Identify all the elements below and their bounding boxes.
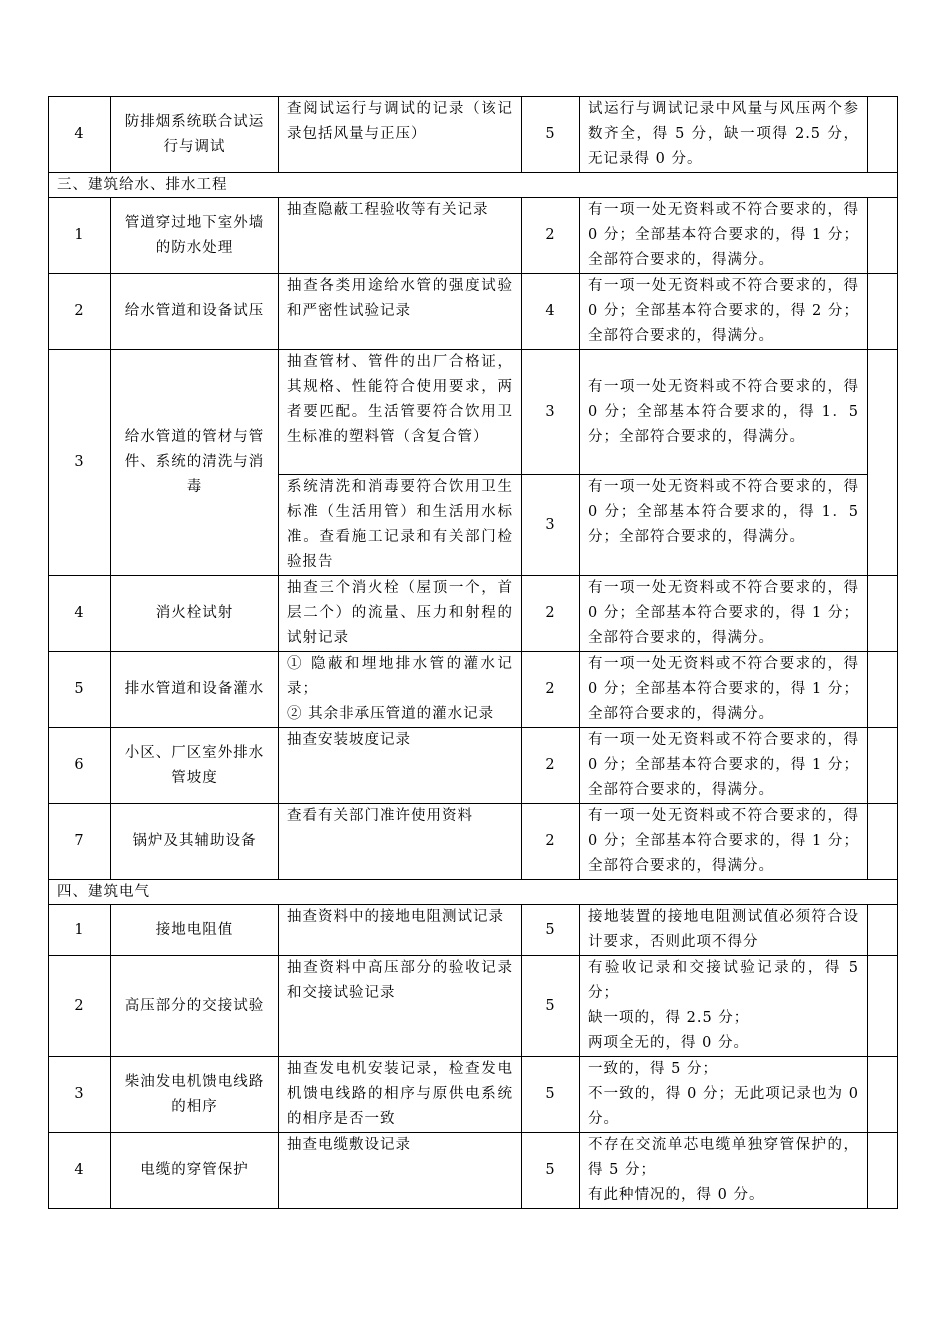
inspection-table bbox=[48, 96, 898, 1209]
scoring-standard: 接地装置的接地电阻测试值必须符合设计要求，否则此项不得分 bbox=[580, 905, 868, 956]
scoring-standard: 有一项一处无资料或不符合要求的，得 0 分；全部基本符合要求的，得 1．5 分；全部符合要求的，得满分。 bbox=[580, 475, 868, 576]
row-number: 7 bbox=[49, 804, 111, 880]
remark-cell bbox=[868, 1057, 898, 1133]
item-name: 柴油发电机馈电线路的相序 bbox=[111, 1057, 279, 1133]
inspection-method: 抽查安装坡度记录 bbox=[279, 728, 522, 804]
item-name: 消火栓试射 bbox=[111, 576, 279, 652]
score: 2 bbox=[522, 198, 580, 274]
row-number: 4 bbox=[49, 1133, 111, 1209]
score: 2 bbox=[522, 804, 580, 880]
scoring-standard: 一致的，得 5 分； 不一致的，得 0 分；无此项记录也为 0 分。 bbox=[580, 1057, 868, 1133]
inspection-method: 抽查资料中高压部分的验收记录和交接试验记录 bbox=[279, 956, 522, 1057]
remark-cell bbox=[868, 956, 898, 1057]
remark-cell bbox=[868, 652, 898, 728]
scoring-standard: 有一项一处无资料或不符合要求的，得 0 分；全部基本符合要求的，得 1 分；全部符合要求的，得满分。 bbox=[580, 804, 868, 880]
table-row bbox=[49, 1133, 898, 1209]
table-row bbox=[49, 97, 898, 173]
item-name: 接地电阻值 bbox=[111, 905, 279, 956]
row-number: 1 bbox=[49, 198, 111, 274]
section-heading: 三、建筑给水、排水工程 bbox=[49, 173, 898, 198]
table-row bbox=[49, 652, 898, 728]
item-name: 高压部分的交接试验 bbox=[111, 956, 279, 1057]
scoring-standard: 有一项一处无资料或不符合要求的，得 0 分；全部基本符合要求的，得 1 分；全部符合要求的，得满分。 bbox=[580, 198, 868, 274]
score: 2 bbox=[522, 652, 580, 728]
item-name: 电缆的穿管保护 bbox=[111, 1133, 279, 1209]
row-number: 5 bbox=[49, 652, 111, 728]
table-row bbox=[49, 274, 898, 350]
score: 2 bbox=[522, 728, 580, 804]
remark-cell bbox=[868, 905, 898, 956]
row-number: 2 bbox=[49, 274, 111, 350]
table-row bbox=[49, 804, 898, 880]
scoring-standard: 有一项一处无资料或不符合要求的，得 0 分；全部基本符合要求的，得 1 分；全部符合要求的，得满分。 bbox=[580, 728, 868, 804]
row-number: 4 bbox=[49, 576, 111, 652]
scoring-standard: 有一项一处无资料或不符合要求的，得 0 分；全部基本符合要求的，得 2 分；全部符合要求的，得满分。 bbox=[580, 274, 868, 350]
score: 5 bbox=[522, 1133, 580, 1209]
inspection-method: ① 隐蔽和埋地排水管的灌水记录； ② 其余非承压管道的灌水记录 bbox=[279, 652, 522, 728]
table-row bbox=[49, 905, 898, 956]
section-heading: 四、建筑电气 bbox=[49, 880, 898, 905]
item-name: 排水管道和设备灌水 bbox=[111, 652, 279, 728]
inspection-method: 抽查各类用途给水管的强度试验和严密性试验记录 bbox=[279, 274, 522, 350]
table-row bbox=[49, 350, 898, 475]
table-row bbox=[49, 1057, 898, 1133]
section-heading-row bbox=[49, 173, 898, 198]
row-number: 1 bbox=[49, 905, 111, 956]
table-row bbox=[49, 956, 898, 1057]
table-row bbox=[49, 728, 898, 804]
scoring-standard: 有一项一处无资料或不符合要求的，得 0 分；全部基本符合要求的，得 1 分；全部符合要求的，得满分。 bbox=[580, 576, 868, 652]
remark-cell bbox=[868, 198, 898, 274]
inspection-method: 抽查三个消火栓（屋顶一个，首层二个）的流量、压力和射程的试射记录 bbox=[279, 576, 522, 652]
row-number: 3 bbox=[49, 350, 111, 576]
item-name: 防排烟系统联合试运行与调试 bbox=[111, 97, 279, 173]
score: 3 bbox=[522, 350, 580, 475]
item-name: 锅炉及其辅助设备 bbox=[111, 804, 279, 880]
inspection-method: 抽查发电机安装记录，检查发电机馈电线路的相序与原供电系统的相序是否一致 bbox=[279, 1057, 522, 1133]
item-name: 给水管道和设备试压 bbox=[111, 274, 279, 350]
inspection-method: 查看有关部门准许使用资料 bbox=[279, 804, 522, 880]
remark-cell bbox=[868, 728, 898, 804]
inspection-method: 抽查资料中的接地电阻测试记录 bbox=[279, 905, 522, 956]
inspection-method: 系统清洗和消毒要符合饮用卫生标准（生活用管）和生活用水标准。查看施工记录和有关部门检验报告 bbox=[279, 475, 522, 576]
row-number: 3 bbox=[49, 1057, 111, 1133]
item-name: 给水管道的管材与管件、系统的清洗与消毒 bbox=[111, 350, 279, 576]
score: 5 bbox=[522, 905, 580, 956]
inspection-method: 抽查电缆敷设记录 bbox=[279, 1133, 522, 1209]
item-name: 小区、厂区室外排水管坡度 bbox=[111, 728, 279, 804]
score: 3 bbox=[522, 475, 580, 576]
row-number: 6 bbox=[49, 728, 111, 804]
item-name: 管道穿过地下室外墙的防水处理 bbox=[111, 198, 279, 274]
table-row bbox=[49, 198, 898, 274]
scoring-standard: 不存在交流单芯电缆单独穿管保护的，得 5 分； 有此种情况的，得 0 分。 bbox=[580, 1133, 868, 1209]
remark-cell bbox=[868, 97, 898, 173]
remark-cell bbox=[868, 576, 898, 652]
score: 5 bbox=[522, 956, 580, 1057]
remark-cell bbox=[868, 1133, 898, 1209]
remark-cell bbox=[868, 350, 898, 576]
inspection-method: 查阅试运行与调试的记录（该记录包括风量与正压） bbox=[279, 97, 522, 173]
scoring-standard: 有验收记录和交接试验记录的，得 5 分； 缺一项的，得 2.5 分； 两项全无的，得 0 分。 bbox=[580, 956, 868, 1057]
scoring-standard: 试运行与调试记录中风量与风压两个参数齐全，得 5 分，缺一项得 2.5 分，无记录得 0 分。 bbox=[580, 97, 868, 173]
row-number: 2 bbox=[49, 956, 111, 1057]
section-heading-row bbox=[49, 880, 898, 905]
row-number: 4 bbox=[49, 97, 111, 173]
scoring-standard: 有一项一处无资料或不符合要求的，得 0 分；全部基本符合要求的，得 1 分；全部符合要求的，得满分。 bbox=[580, 652, 868, 728]
inspection-method: 抽查隐蔽工程验收等有关记录 bbox=[279, 198, 522, 274]
inspection-method: 抽查管材、管件的出厂合格证，其规格、性能符合使用要求，两者要匹配。生活管要符合饮用卫生标准的塑料管（含复合管） bbox=[279, 350, 522, 475]
score: 5 bbox=[522, 1057, 580, 1133]
score: 2 bbox=[522, 576, 580, 652]
remark-cell bbox=[868, 804, 898, 880]
scoring-standard: 有一项一处无资料或不符合要求的，得 0 分；全部基本符合要求的，得 1．5 分；全部符合要求的，得满分。 bbox=[580, 350, 868, 475]
table-row bbox=[49, 576, 898, 652]
score: 5 bbox=[522, 97, 580, 173]
score: 4 bbox=[522, 274, 580, 350]
remark-cell bbox=[868, 274, 898, 350]
